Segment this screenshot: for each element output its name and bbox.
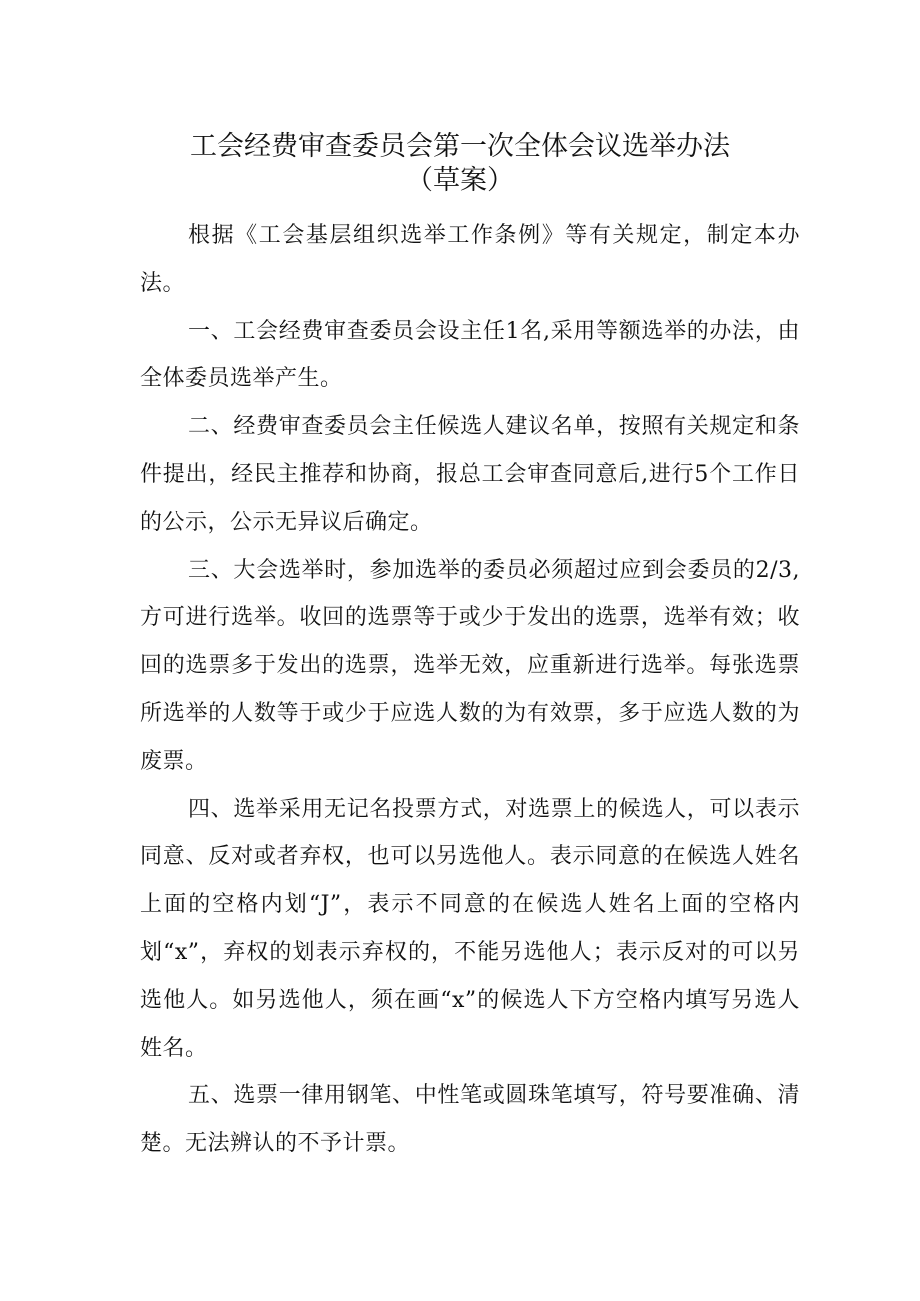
paragraph-intro: 根据《工会基层组织选举工作条例》等有关规定，制定本办法。 bbox=[140, 223, 800, 296]
document-subtitle: （草案） bbox=[406, 165, 514, 196]
paragraph-4: 四、选举采用无记名投票方式，对选票上的候选人，可以表示同意、反对或者弃权，也可以另选他人。表示同意的在候选人姓名上面的空格内划“J”，表示不同意的在候选人姓名上面的空格内划“x”，弃权的划表示弃权的，不能另选他人；表示反对的可以另选他人。如另选他人，须在画“x”的候选人下方空格内填写另选人姓名。 bbox=[140, 796, 800, 1061]
paragraph-1: 一、工会经费审查委员会设主任1名,采用等额选举的办法，由全体委员选举产生。 bbox=[140, 318, 800, 392]
paragraph-2: 二、经费审查委员会主任候选人建议名单，按照有关规定和条件提出，经民主推荐和协商，报总工会审查同意后,进行5个工作日的公示，公示无异议后确定。 bbox=[140, 414, 800, 535]
paragraph-3: 三、大会选举时，参加选举的委员必须超过应到会委员的2/3,方可进行选举。收回的选票等于或少于发出的选票，选举有效；收回的选票多于发出的选票，选举无效，应重新进行选举。每张选票所选举的人数等于或少于应选人数的为有效票，多于应选人数的为废票。 bbox=[140, 557, 800, 774]
document-body bbox=[140, 212, 800, 1168]
document-title: 工会经费审查委员会第一次全体会议选举办法 bbox=[190, 131, 730, 162]
paragraph-5: 五、选票一律用钢笔、中性笔或圆珠笔填写，符号要准确、清楚。无法辨认的不予计票。 bbox=[140, 1083, 800, 1157]
